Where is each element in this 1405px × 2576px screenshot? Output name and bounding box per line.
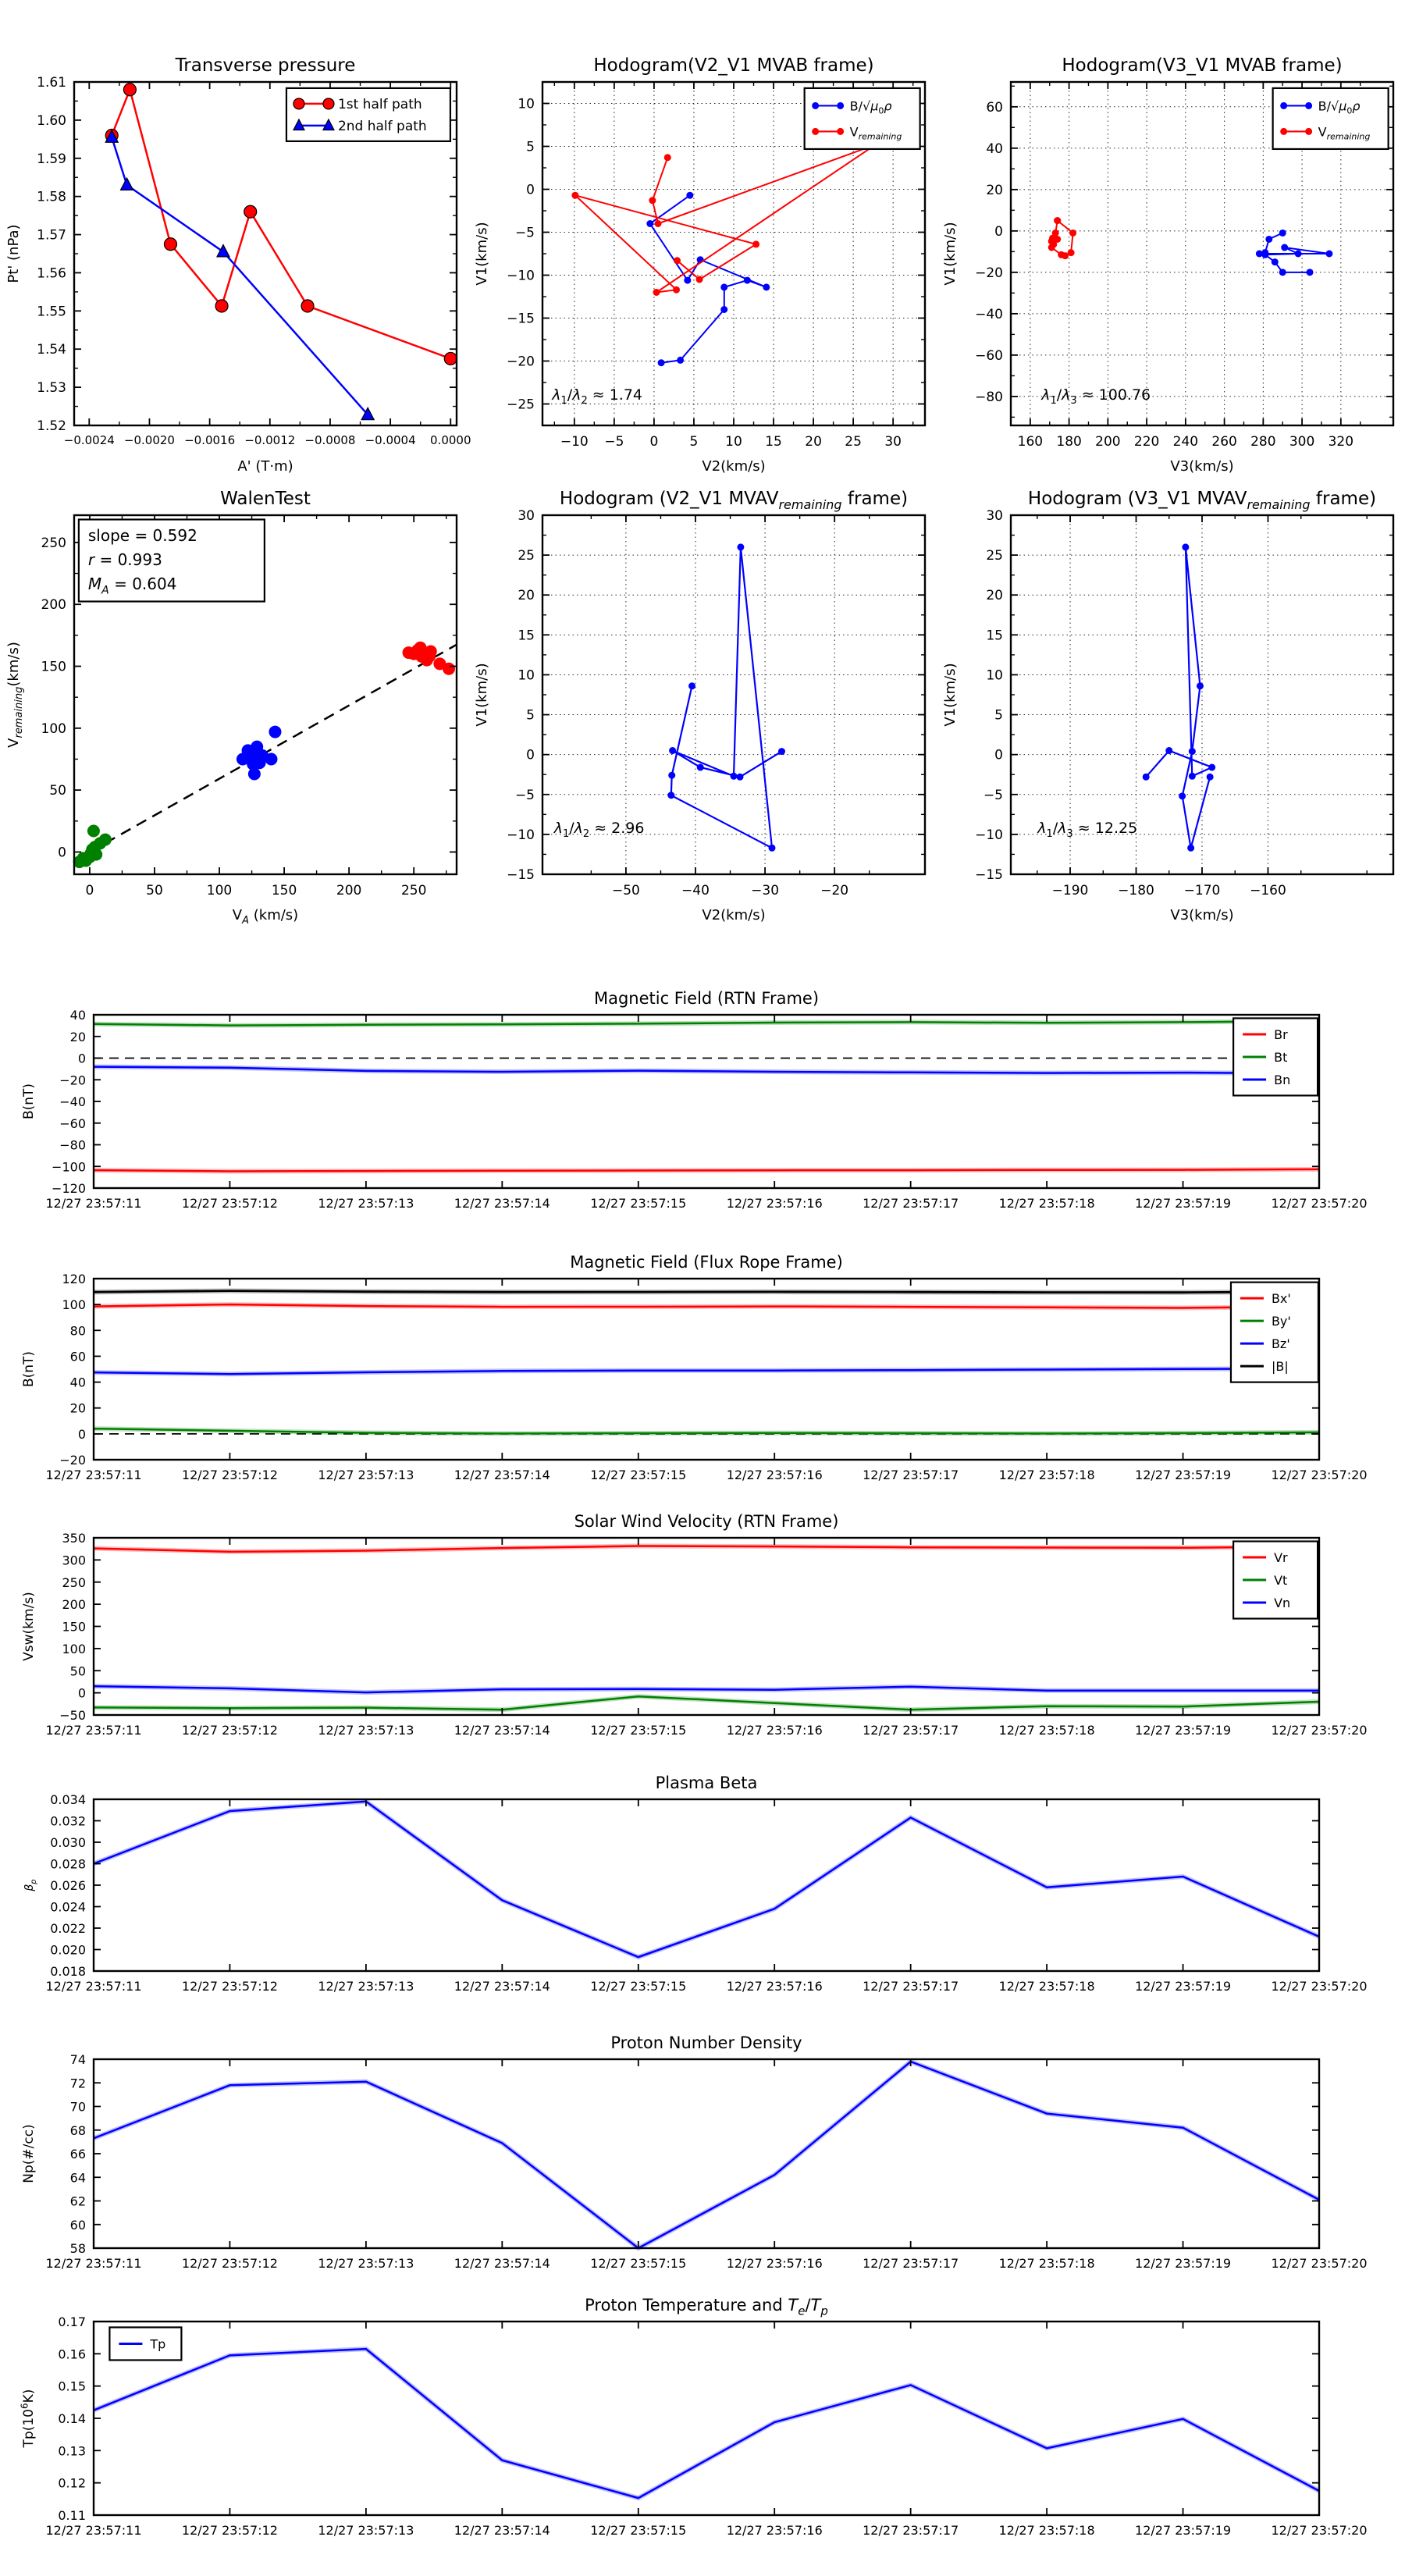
svg-text:0.15: 0.15 xyxy=(58,2379,86,2394)
svg-text:12/27 23:57:14: 12/27 23:57:14 xyxy=(454,1723,550,1738)
svg-text:0.030: 0.030 xyxy=(50,1835,86,1850)
svg-text:12/27 23:57:18: 12/27 23:57:18 xyxy=(998,1723,1095,1738)
svg-text:−25: −25 xyxy=(507,397,535,413)
legend-label: Tp xyxy=(150,2336,166,2352)
panel-hodogram-v3v1-mvav xyxy=(942,489,1393,923)
svg-text:0: 0 xyxy=(526,182,535,198)
svg-text:12/27 23:57:18: 12/27 23:57:18 xyxy=(998,1196,1095,1211)
svg-text:12/27 23:57:16: 12/27 23:57:16 xyxy=(726,1196,823,1211)
svg-text:320: 320 xyxy=(1328,434,1354,450)
svg-text:58: 58 xyxy=(69,2241,86,2256)
annotation: $\lambda_1/\lambda_3 \approx 12.25$ xyxy=(1037,820,1138,841)
svg-text:12/27 23:57:20: 12/27 23:57:20 xyxy=(1271,1468,1368,1482)
svg-text:−120: −120 xyxy=(52,1181,86,1196)
legend-label: Bn xyxy=(1274,1072,1291,1087)
svg-text:−20: −20 xyxy=(507,354,535,370)
svg-text:1.60: 1.60 xyxy=(37,112,66,129)
svg-text:12/27 23:57:16: 12/27 23:57:16 xyxy=(726,1979,823,1994)
legend-label: r = 0.993 xyxy=(87,550,162,570)
svg-text:−5: −5 xyxy=(514,787,535,803)
svg-text:200: 200 xyxy=(62,1597,86,1613)
svg-text:12/27 23:57:11: 12/27 23:57:11 xyxy=(45,1468,142,1482)
series-halo xyxy=(94,2349,1319,2498)
series-halo xyxy=(94,2062,1319,2248)
legend-label: 2nd half path xyxy=(337,118,427,134)
svg-text:12/27 23:57:19: 12/27 23:57:19 xyxy=(1135,2256,1232,2271)
svg-text:12/27 23:57:16: 12/27 23:57:16 xyxy=(726,2256,823,2271)
svg-text:12/27 23:57:11: 12/27 23:57:11 xyxy=(45,1723,142,1738)
svg-text:250: 250 xyxy=(41,535,66,551)
y-axis-label: V1(km/s) xyxy=(474,663,490,727)
svg-text:0: 0 xyxy=(58,845,66,861)
svg-text:68: 68 xyxy=(69,2122,86,2138)
y-axis-label: B(nT) xyxy=(21,1350,37,1388)
panel-proton-temperature xyxy=(20,2296,1368,2538)
legend-label: $M_A = 0.604$ xyxy=(87,575,177,597)
panel-walen-test xyxy=(5,489,457,927)
svg-text:150: 150 xyxy=(41,659,66,675)
svg-text:30: 30 xyxy=(986,508,1003,524)
chart-title: Transverse pressure xyxy=(175,55,356,76)
svg-text:0.032: 0.032 xyxy=(50,1813,86,1829)
panel-solar-wind-velocity-rtn xyxy=(21,1512,1368,1738)
svg-text:12/27 23:57:19: 12/27 23:57:19 xyxy=(1135,1196,1232,1211)
svg-text:12/27 23:57:11: 12/27 23:57:11 xyxy=(45,2256,142,2271)
svg-text:20: 20 xyxy=(805,434,822,450)
svg-text:12/27 23:57:12: 12/27 23:57:12 xyxy=(181,2256,278,2271)
svg-text:−5: −5 xyxy=(514,225,535,241)
svg-text:100: 100 xyxy=(41,720,66,737)
svg-text:12/27 23:57:18: 12/27 23:57:18 xyxy=(998,1468,1095,1482)
x-axis-label: A' (T·m) xyxy=(237,458,293,475)
chart-title: Proton Number Density xyxy=(610,2033,802,2052)
svg-text:10: 10 xyxy=(518,667,535,684)
svg-text:12/27 23:57:18: 12/27 23:57:18 xyxy=(998,2523,1095,2538)
chart-title: WalenTest xyxy=(220,489,311,509)
svg-text:12/27 23:57:18: 12/27 23:57:18 xyxy=(998,1979,1095,1994)
svg-text:5: 5 xyxy=(994,707,1003,724)
svg-text:12/27 23:57:20: 12/27 23:57:20 xyxy=(1271,1723,1368,1738)
svg-text:200: 200 xyxy=(1095,434,1121,450)
svg-text:300: 300 xyxy=(1289,434,1315,450)
svg-text:64: 64 xyxy=(69,2170,86,2186)
svg-text:0.11: 0.11 xyxy=(58,2508,86,2523)
svg-text:12/27 23:57:16: 12/27 23:57:16 xyxy=(726,2523,823,2538)
legend-label: Bt xyxy=(1274,1049,1288,1065)
axes-frame xyxy=(94,2322,1319,2515)
svg-text:74: 74 xyxy=(69,2052,86,2067)
svg-text:−80: −80 xyxy=(59,1137,86,1153)
svg-text:100: 100 xyxy=(62,1297,86,1313)
y-axis-label: Np(#/cc) xyxy=(21,2124,37,2183)
panel-hodogram-v2v1-mvab xyxy=(474,55,925,475)
svg-text:160: 160 xyxy=(1017,434,1044,450)
svg-text:260: 260 xyxy=(1211,434,1237,450)
svg-text:40: 40 xyxy=(69,1375,86,1390)
svg-text:−0.0020: −0.0020 xyxy=(123,433,175,447)
svg-text:240: 240 xyxy=(1172,434,1199,450)
legend-label: slope = 0.592 xyxy=(87,526,197,546)
svg-text:12/27 23:57:20: 12/27 23:57:20 xyxy=(1271,1196,1368,1211)
svg-text:−30: −30 xyxy=(751,883,780,898)
svg-text:12/27 23:57:16: 12/27 23:57:16 xyxy=(726,1468,823,1482)
svg-text:0.024: 0.024 xyxy=(50,1899,86,1915)
svg-text:1.54: 1.54 xyxy=(37,342,66,358)
svg-text:−60: −60 xyxy=(975,347,1003,364)
svg-text:350: 350 xyxy=(62,1531,86,1546)
svg-text:62: 62 xyxy=(69,2194,86,2209)
legend-label: Vr xyxy=(1274,1550,1288,1566)
svg-text:−100: −100 xyxy=(52,1159,86,1175)
svg-text:1.57: 1.57 xyxy=(37,227,66,244)
svg-text:10: 10 xyxy=(725,434,742,450)
svg-text:0.020: 0.020 xyxy=(50,1942,86,1958)
svg-text:−40: −40 xyxy=(975,306,1003,322)
x-axis-label: V3(km/s) xyxy=(1170,458,1234,475)
svg-text:0.034: 0.034 xyxy=(50,1792,86,1807)
svg-text:−80: −80 xyxy=(975,389,1003,405)
axes-frame xyxy=(94,1015,1319,1188)
svg-text:15: 15 xyxy=(765,434,782,450)
svg-text:1.53: 1.53 xyxy=(37,380,66,397)
svg-text:12/27 23:57:15: 12/27 23:57:15 xyxy=(590,2256,687,2271)
svg-text:−20: −20 xyxy=(975,265,1003,281)
svg-text:12/27 23:57:14: 12/27 23:57:14 xyxy=(454,1196,550,1211)
svg-text:40: 40 xyxy=(69,1008,86,1023)
svg-text:12/27 23:57:20: 12/27 23:57:20 xyxy=(1271,1979,1368,1994)
svg-text:0.12: 0.12 xyxy=(58,2475,86,2491)
svg-text:100: 100 xyxy=(206,883,233,898)
svg-text:180: 180 xyxy=(1056,434,1082,450)
x-axis-label: V2(km/s) xyxy=(702,458,766,475)
series-0 xyxy=(94,2062,1319,2248)
svg-text:−15: −15 xyxy=(507,311,535,327)
svg-text:12/27 23:57:14: 12/27 23:57:14 xyxy=(454,1468,550,1482)
series-0 xyxy=(94,2349,1319,2498)
svg-text:−20: −20 xyxy=(59,1453,86,1468)
svg-text:5: 5 xyxy=(689,434,699,450)
svg-text:50: 50 xyxy=(69,1663,86,1679)
svg-text:−10: −10 xyxy=(507,268,535,284)
svg-text:12/27 23:57:14: 12/27 23:57:14 xyxy=(454,1979,550,1994)
svg-text:12/27 23:57:17: 12/27 23:57:17 xyxy=(863,1979,959,1994)
svg-text:−10: −10 xyxy=(975,827,1003,843)
svg-text:12/27 23:57:12: 12/27 23:57:12 xyxy=(181,1196,278,1211)
svg-text:250: 250 xyxy=(400,883,427,898)
panel-proton-number-density xyxy=(21,2033,1368,2271)
svg-text:12/27 23:57:14: 12/27 23:57:14 xyxy=(454,2523,550,2538)
svg-text:150: 150 xyxy=(271,883,297,898)
svg-text:12/27 23:57:19: 12/27 23:57:19 xyxy=(1135,1468,1232,1482)
svg-text:20: 20 xyxy=(986,182,1003,198)
svg-text:300: 300 xyxy=(62,1553,86,1568)
legend-label: Bz' xyxy=(1271,1336,1290,1352)
svg-text:66: 66 xyxy=(69,2147,86,2161)
svg-text:1.58: 1.58 xyxy=(37,189,66,205)
svg-text:150: 150 xyxy=(62,1619,86,1635)
svg-text:−5: −5 xyxy=(983,787,1003,803)
svg-text:12/27 23:57:13: 12/27 23:57:13 xyxy=(318,1196,414,1211)
svg-text:12/27 23:57:16: 12/27 23:57:16 xyxy=(726,1723,823,1738)
svg-text:0: 0 xyxy=(77,1426,86,1442)
svg-text:20: 20 xyxy=(518,588,535,604)
svg-text:20: 20 xyxy=(69,1400,86,1416)
svg-text:30: 30 xyxy=(518,508,535,524)
svg-text:12/27 23:57:15: 12/27 23:57:15 xyxy=(590,2523,687,2538)
svg-text:12/27 23:57:17: 12/27 23:57:17 xyxy=(863,1196,959,1211)
svg-text:−10: −10 xyxy=(507,827,535,843)
chart-title: Plasma Beta xyxy=(655,1774,758,1792)
svg-text:200: 200 xyxy=(336,883,362,898)
svg-text:−0.0024: −0.0024 xyxy=(63,433,115,447)
svg-text:15: 15 xyxy=(986,628,1003,644)
y-axis-label: $Tp(10^6K)$ xyxy=(19,2389,37,2448)
svg-text:−0.0008: −0.0008 xyxy=(304,433,356,447)
svg-text:80: 80 xyxy=(69,1323,86,1339)
chart-title: Magnetic Field (Flux Rope Frame) xyxy=(570,1253,843,1272)
svg-text:12/27 23:57:15: 12/27 23:57:15 xyxy=(590,1196,687,1211)
svg-text:50: 50 xyxy=(146,883,163,898)
svg-text:10: 10 xyxy=(518,96,535,112)
series-0 xyxy=(1146,547,1212,848)
svg-text:−180: −180 xyxy=(1118,883,1154,898)
svg-text:−5: −5 xyxy=(604,434,624,450)
svg-text:60: 60 xyxy=(69,2217,86,2233)
svg-text:−60: −60 xyxy=(59,1115,86,1131)
y-axis-label: $\beta_p$ xyxy=(23,1879,38,1891)
svg-text:20: 20 xyxy=(69,1029,86,1044)
svg-text:1.52: 1.52 xyxy=(37,418,66,434)
svg-text:25: 25 xyxy=(986,548,1003,564)
panel-hodogram-v2v1-mvav xyxy=(474,489,925,923)
svg-text:0: 0 xyxy=(994,747,1003,763)
svg-text:220: 220 xyxy=(1133,434,1160,450)
svg-text:12/27 23:57:20: 12/27 23:57:20 xyxy=(1271,2256,1368,2271)
svg-text:−190: −190 xyxy=(1051,883,1089,898)
svg-text:12/27 23:57:12: 12/27 23:57:12 xyxy=(181,1468,278,1482)
svg-text:12/27 23:57:11: 12/27 23:57:11 xyxy=(45,2523,142,2538)
series-1 xyxy=(112,137,368,415)
svg-text:12/27 23:57:19: 12/27 23:57:19 xyxy=(1135,1723,1232,1738)
svg-text:12/27 23:57:17: 12/27 23:57:17 xyxy=(863,1723,959,1738)
svg-text:70: 70 xyxy=(69,2099,86,2115)
svg-text:−20: −20 xyxy=(820,883,849,898)
axes-frame xyxy=(94,2059,1319,2248)
svg-text:−0.0016: −0.0016 xyxy=(184,433,236,447)
series-0 xyxy=(671,547,782,848)
svg-text:12/27 23:57:13: 12/27 23:57:13 xyxy=(318,2523,414,2538)
svg-text:0.026: 0.026 xyxy=(50,1878,86,1893)
panel-hodogram-v3v1-mvab xyxy=(942,55,1393,475)
y-axis-label: V1(km/s) xyxy=(942,663,959,727)
svg-text:0: 0 xyxy=(526,747,535,763)
svg-text:12/27 23:57:20: 12/27 23:57:20 xyxy=(1271,2523,1368,2538)
legend-label: $V_{remaining}$ xyxy=(849,124,902,142)
axes-frame xyxy=(94,1799,1319,1971)
svg-text:12/27 23:57:17: 12/27 23:57:17 xyxy=(863,2256,959,2271)
legend-label: Bx' xyxy=(1271,1291,1291,1307)
svg-text:5: 5 xyxy=(526,707,535,724)
svg-text:12/27 23:57:18: 12/27 23:57:18 xyxy=(998,2256,1095,2271)
svg-text:60: 60 xyxy=(986,99,1003,116)
svg-text:12/27 23:57:15: 12/27 23:57:15 xyxy=(590,1468,687,1482)
svg-text:12/27 23:57:12: 12/27 23:57:12 xyxy=(181,2523,278,2538)
x-axis-label: $V_A$ (km/s) xyxy=(232,907,299,927)
svg-text:30: 30 xyxy=(884,434,902,450)
svg-text:0.16: 0.16 xyxy=(58,2347,86,2362)
svg-text:12/27 23:57:17: 12/27 23:57:17 xyxy=(863,1468,959,1482)
svg-text:12/27 23:57:15: 12/27 23:57:15 xyxy=(590,1979,687,1994)
svg-text:12/27 23:57:17: 12/27 23:57:17 xyxy=(863,2523,959,2538)
annotation: $\lambda_1/\lambda_3 \approx 100.76$ xyxy=(1041,386,1151,407)
svg-text:12/27 23:57:14: 12/27 23:57:14 xyxy=(454,2256,550,2271)
panel-plasma-beta xyxy=(23,1774,1368,1994)
y-axis-label: B(nT) xyxy=(21,1083,37,1120)
annotation: $\lambda_1/\lambda_2 \approx 1.74$ xyxy=(552,386,643,407)
panel-transverse-pressure xyxy=(5,55,471,475)
svg-text:50: 50 xyxy=(49,783,66,799)
svg-text:0.13: 0.13 xyxy=(58,2443,86,2459)
svg-text:0.022: 0.022 xyxy=(50,1921,86,1936)
legend-label: $V_{remaining}$ xyxy=(1318,124,1371,142)
chart-title: Magnetic Field (RTN Frame) xyxy=(593,989,820,1008)
svg-text:200: 200 xyxy=(41,597,66,614)
svg-text:0.018: 0.018 xyxy=(50,1964,86,1979)
svg-text:100: 100 xyxy=(62,1641,86,1656)
svg-text:280: 280 xyxy=(1250,434,1276,450)
svg-text:20: 20 xyxy=(986,588,1003,604)
svg-text:0.17: 0.17 xyxy=(58,2314,86,2329)
svg-text:−160: −160 xyxy=(1250,883,1286,898)
svg-text:1.56: 1.56 xyxy=(37,265,66,282)
svg-text:1.61: 1.61 xyxy=(37,75,66,91)
legend-label: Vt xyxy=(1274,1573,1288,1589)
svg-text:−15: −15 xyxy=(507,867,535,883)
svg-text:−0.0012: −0.0012 xyxy=(244,433,296,447)
legend-label: Br xyxy=(1274,1026,1288,1042)
svg-text:0.14: 0.14 xyxy=(58,2411,86,2426)
svg-text:72: 72 xyxy=(69,2076,86,2091)
panel-magnetic-field-flux-rope xyxy=(21,1253,1368,1482)
y-axis-label: $V_{remaining}(km/s)$ xyxy=(5,642,25,748)
svg-text:−40: −40 xyxy=(59,1094,86,1109)
svg-text:−0.0004: −0.0004 xyxy=(365,433,416,447)
svg-text:0: 0 xyxy=(77,1051,86,1066)
y-axis-label: V1(km/s) xyxy=(942,222,959,286)
svg-text:12/27 23:57:11: 12/27 23:57:11 xyxy=(45,1979,142,1994)
chart-title: Hodogram(V3_V1 MVAB frame) xyxy=(1062,55,1343,76)
svg-text:25: 25 xyxy=(518,548,535,564)
panel-magnetic-field-rtn xyxy=(21,989,1368,1211)
chart-title: Solar Wind Velocity (RTN Frame) xyxy=(574,1512,839,1531)
svg-text:0: 0 xyxy=(77,1685,86,1701)
svg-text:12/27 23:57:13: 12/27 23:57:13 xyxy=(318,1979,414,1994)
svg-text:12/27 23:57:13: 12/27 23:57:13 xyxy=(318,1468,414,1482)
x-axis-label: V2(km/s) xyxy=(702,907,766,923)
y-axis-label: Vsw(km/s) xyxy=(21,1592,37,1661)
svg-text:12/27 23:57:11: 12/27 23:57:11 xyxy=(45,1196,142,1211)
svg-text:−50: −50 xyxy=(59,1708,86,1723)
x-axis-label: V3(km/s) xyxy=(1170,907,1234,923)
chart-title: Proton Temperature and $T_e/T_p$ xyxy=(585,2296,828,2318)
svg-text:12/27 23:57:13: 12/27 23:57:13 xyxy=(318,2256,414,2271)
chart-title: Hodogram (V2_V1 $MVAV_{remaining}$ frame) xyxy=(559,489,909,513)
svg-text:12/27 23:57:12: 12/27 23:57:12 xyxy=(181,1979,278,1994)
svg-text:40: 40 xyxy=(986,141,1003,157)
annotation: $\lambda_1/\lambda_2 \approx 2.96$ xyxy=(553,820,645,841)
svg-text:12/27 23:57:15: 12/27 23:57:15 xyxy=(590,1723,687,1738)
svg-text:−15: −15 xyxy=(975,867,1003,883)
svg-text:12/27 23:57:13: 12/27 23:57:13 xyxy=(318,1723,414,1738)
svg-text:−170: −170 xyxy=(1183,883,1221,898)
chart-title: Hodogram(V2_V1 MVAB frame) xyxy=(593,55,874,76)
svg-text:120: 120 xyxy=(62,1272,86,1286)
svg-text:−10: −10 xyxy=(560,434,589,450)
svg-text:0: 0 xyxy=(649,434,659,450)
svg-text:12/27 23:57:19: 12/27 23:57:19 xyxy=(1135,2523,1232,2538)
svg-text:12/27 23:57:12: 12/27 23:57:12 xyxy=(181,1723,278,1738)
legend-label: Vn xyxy=(1274,1596,1291,1611)
svg-text:0.0000: 0.0000 xyxy=(430,433,471,447)
svg-text:−20: −20 xyxy=(59,1073,86,1088)
svg-text:10: 10 xyxy=(986,667,1003,684)
svg-text:0: 0 xyxy=(994,223,1003,240)
svg-text:1.59: 1.59 xyxy=(37,151,66,167)
chart-title: Hodogram (V3_V1 $MVAV_{remaining}$ frame) xyxy=(1027,489,1377,513)
y-axis-label: V1(km/s) xyxy=(474,222,490,286)
svg-text:−50: −50 xyxy=(611,883,640,898)
svg-text:0: 0 xyxy=(85,883,94,898)
svg-text:0.028: 0.028 xyxy=(50,1856,86,1872)
svg-text:−40: −40 xyxy=(681,883,710,898)
legend-label: By' xyxy=(1271,1314,1291,1329)
legend-label: |B| xyxy=(1271,1359,1289,1375)
svg-text:25: 25 xyxy=(845,434,862,450)
svg-text:5: 5 xyxy=(526,139,535,155)
legend-label: $B/√\mu_0\rho$ xyxy=(849,98,892,116)
svg-text:15: 15 xyxy=(518,628,535,644)
legend-label: $B/√\mu_0\rho$ xyxy=(1318,98,1361,116)
svg-text:60: 60 xyxy=(69,1349,86,1364)
svg-text:1.55: 1.55 xyxy=(37,304,66,320)
y-axis-label: Pt' (nPa) xyxy=(5,224,22,283)
svg-text:250: 250 xyxy=(62,1574,86,1590)
svg-text:12/27 23:57:19: 12/27 23:57:19 xyxy=(1135,1979,1232,1994)
legend-label: 1st half path xyxy=(337,96,422,112)
